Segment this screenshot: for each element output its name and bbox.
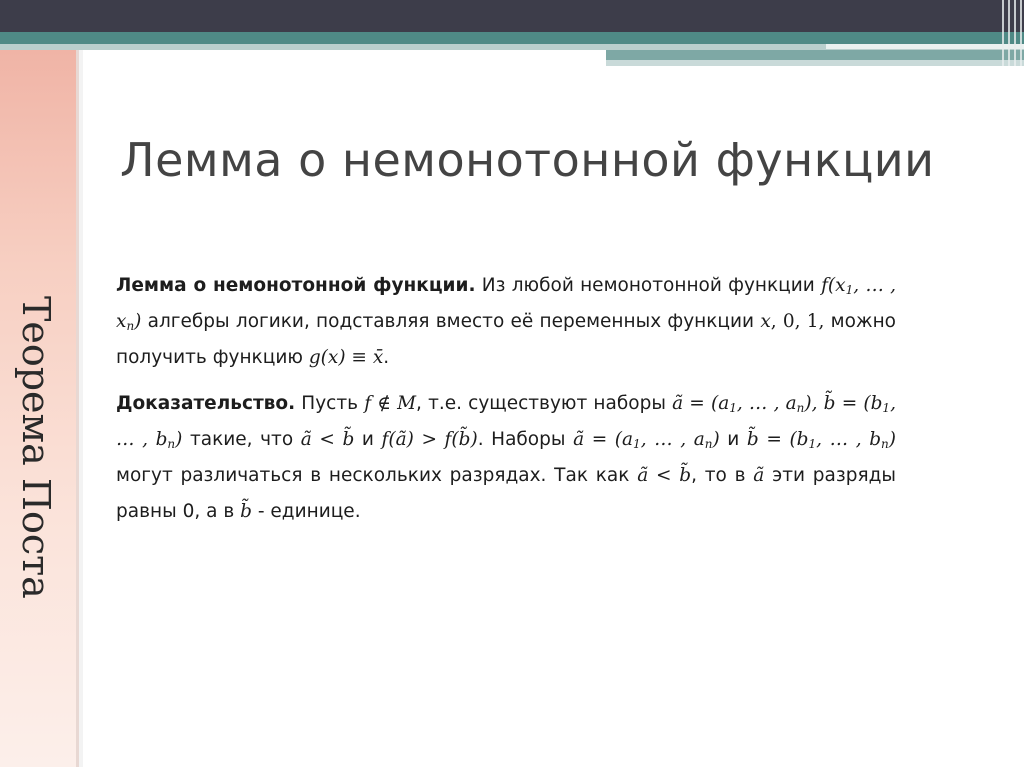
proof-text-3: такие, что [189, 429, 294, 450]
proof-formula-a2: ã = ($a_1$, … , $a_n$) [573, 429, 720, 451]
panel-divider [79, 50, 83, 767]
proof-text-7: могут различаться в нескольких разрядах. Так как [116, 465, 630, 486]
lemma-formula-f: $f(x_1$, … , $x_n$) [116, 275, 896, 333]
lemma-text-1: Из любой немонотонной функции [481, 275, 815, 296]
lemma-formula-g: g(x) ≡ x̄ [308, 347, 384, 368]
proof-heading: Доказательство. [116, 393, 296, 414]
lemma-var-x: x [760, 311, 771, 332]
proof-formula-b2: b̃ = ($b_1$, … , $b_n$) [746, 429, 896, 451]
slide-content [116, 268, 896, 540]
proof-formula-b: b̃ = ($b_1$, … , $b_n$) [116, 393, 896, 451]
top-accent-band [826, 44, 1024, 49]
proof-text-10: - единице. [257, 501, 361, 522]
proof-formula-lt2: ã < b̃ [637, 465, 692, 486]
right-accent-band-light [606, 60, 1024, 66]
proof-text-2: , т.е. существуют наборы [416, 393, 666, 414]
proof-symbol-b: b̃ [240, 501, 252, 522]
lemma-constants: , 0, 1, [770, 311, 825, 332]
lemma-text-2: алгебры логики, подставляя вместо её переменных функции [147, 311, 755, 332]
proof-text-8: , то в [691, 465, 746, 486]
slide-title: Лемма о немонотонной функции [120, 133, 935, 187]
top-dark-band [0, 0, 1024, 32]
lemma-text-3: можно получить функцию [116, 311, 896, 368]
proof-formula-1: f ∉ M [364, 393, 417, 414]
lemma-heading: Лемма о немонотонной функции. [116, 275, 476, 296]
edge-stripes [1000, 0, 1024, 66]
side-panel [0, 50, 79, 767]
lemma-paragraph: Лемма о немонотонной функции. Из любой немонотонной функции $f(x_1$, … , $x_n$) алгебры логики, подставляя вместо её переменных функции x, 0, 1, можно получить функцию g(x) ≡ x̄. [116, 275, 896, 368]
proof-formula-lt: ã < b̃ [300, 429, 355, 450]
proof-formula-a: ã = ($a_1$, … , $a_n$), [672, 393, 818, 415]
proof-symbol-a: ã [753, 465, 765, 486]
proof-text-9: эти разряды равны 0, а в [116, 465, 896, 522]
proof-text-4: и [361, 429, 374, 450]
proof-text-6: и [727, 429, 740, 450]
top-teal-band [0, 32, 1024, 44]
proof-paragraph [116, 386, 896, 530]
right-accent-band [606, 50, 1024, 60]
proof-formula-gt: f(ã) > f(b̃) [381, 429, 478, 450]
side-panel-label: Теорема Поста [14, 296, 58, 599]
proof-text-1: Пусть [301, 393, 359, 414]
proof-text-5: . Наборы [477, 429, 566, 450]
